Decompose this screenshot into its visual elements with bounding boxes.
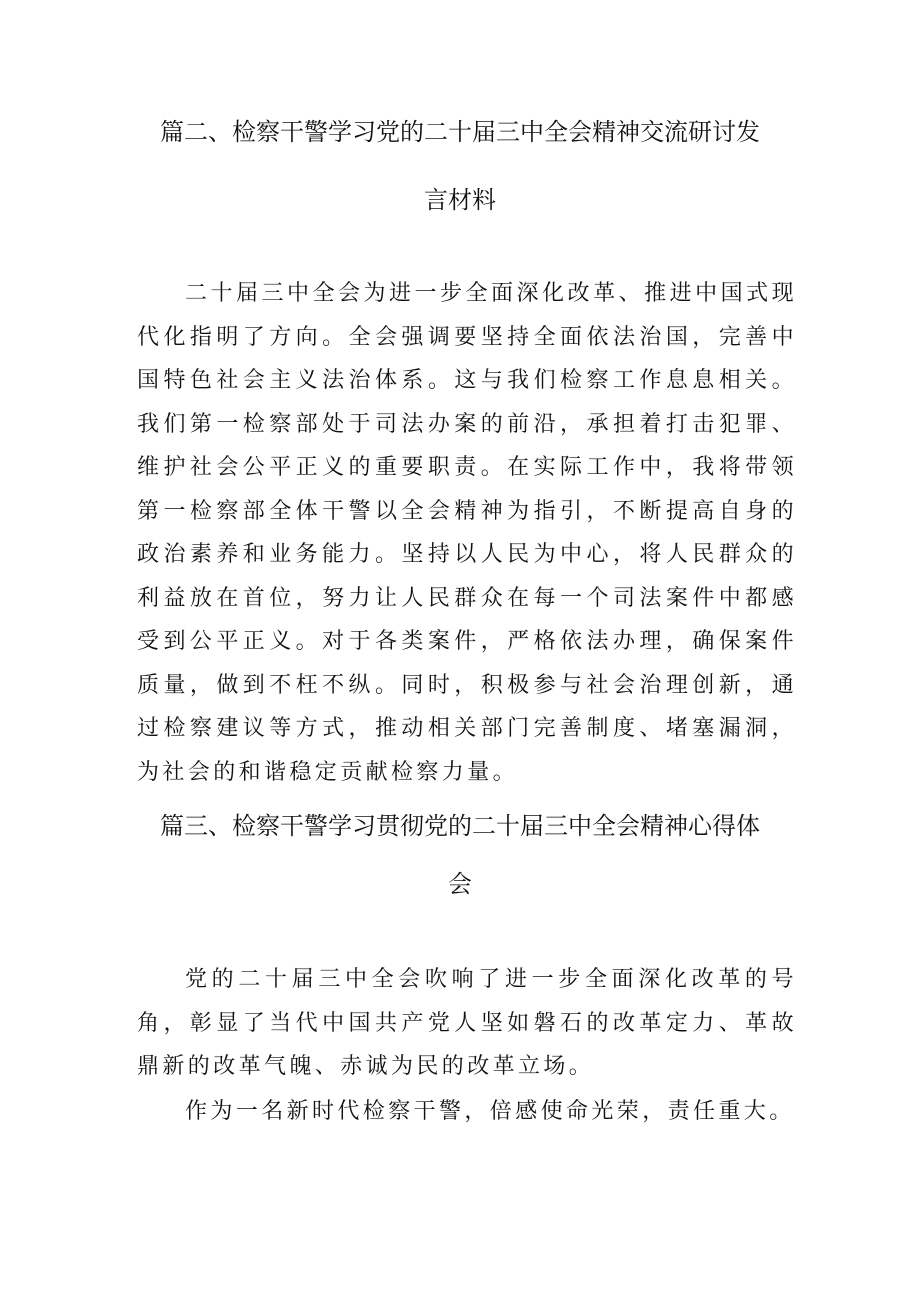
section3-title-line1: 篇三、检察干警学习贯彻党的二十届三中全会精神心得体 (160, 812, 760, 840)
section3-paragraph-1: 党的二十届三中全会吹响了进一步全面深化改革的号角，彰显了当代中国共产党人坚如磐石的改革定力、革故鼎新的改革气魄、赤诚为民的改革立场。 (137, 967, 797, 1079)
section2-title-line2: 言材料 (424, 186, 496, 214)
section3-title-line2: 会 (448, 870, 472, 898)
section3-paragraph-2: 作为一名新时代检察干警，倍感使命光荣，责任重大。 (185, 1099, 795, 1124)
section2-title-line1: 篇二、检察干警学习党的二十届三中全会精神交流研讨发 (160, 118, 760, 146)
section2-paragraph: 二十届三中全会为进一步全面深化改革、推进中国式现代化指明了方向。全会强调要坚持全面依法治国，完善中国特色社会主义法治体系。这与我们检察工作息息相关。我们第一检察部处于司法办案的前沿，承担着打击犯罪、维护社会公平正义的重要职责。在实际工作中，我将带领第一检察部全体干警以全会精神为指引，不断提高自身的政治素养和业务能力。坚持以人民为中心，将人民群众的利益放在首位，努力让人民群众在每一个司法案件中都感受到公平正义。对于各类案件，严格依法办理，确保案件质量，做到不枉不纵。同时，积极参与社会治理创新，通过检察建议等方式，推动相关部门完善制度、堵塞漏洞，为社会的和谐稳定贡献检察力量。 (137, 281, 797, 785)
